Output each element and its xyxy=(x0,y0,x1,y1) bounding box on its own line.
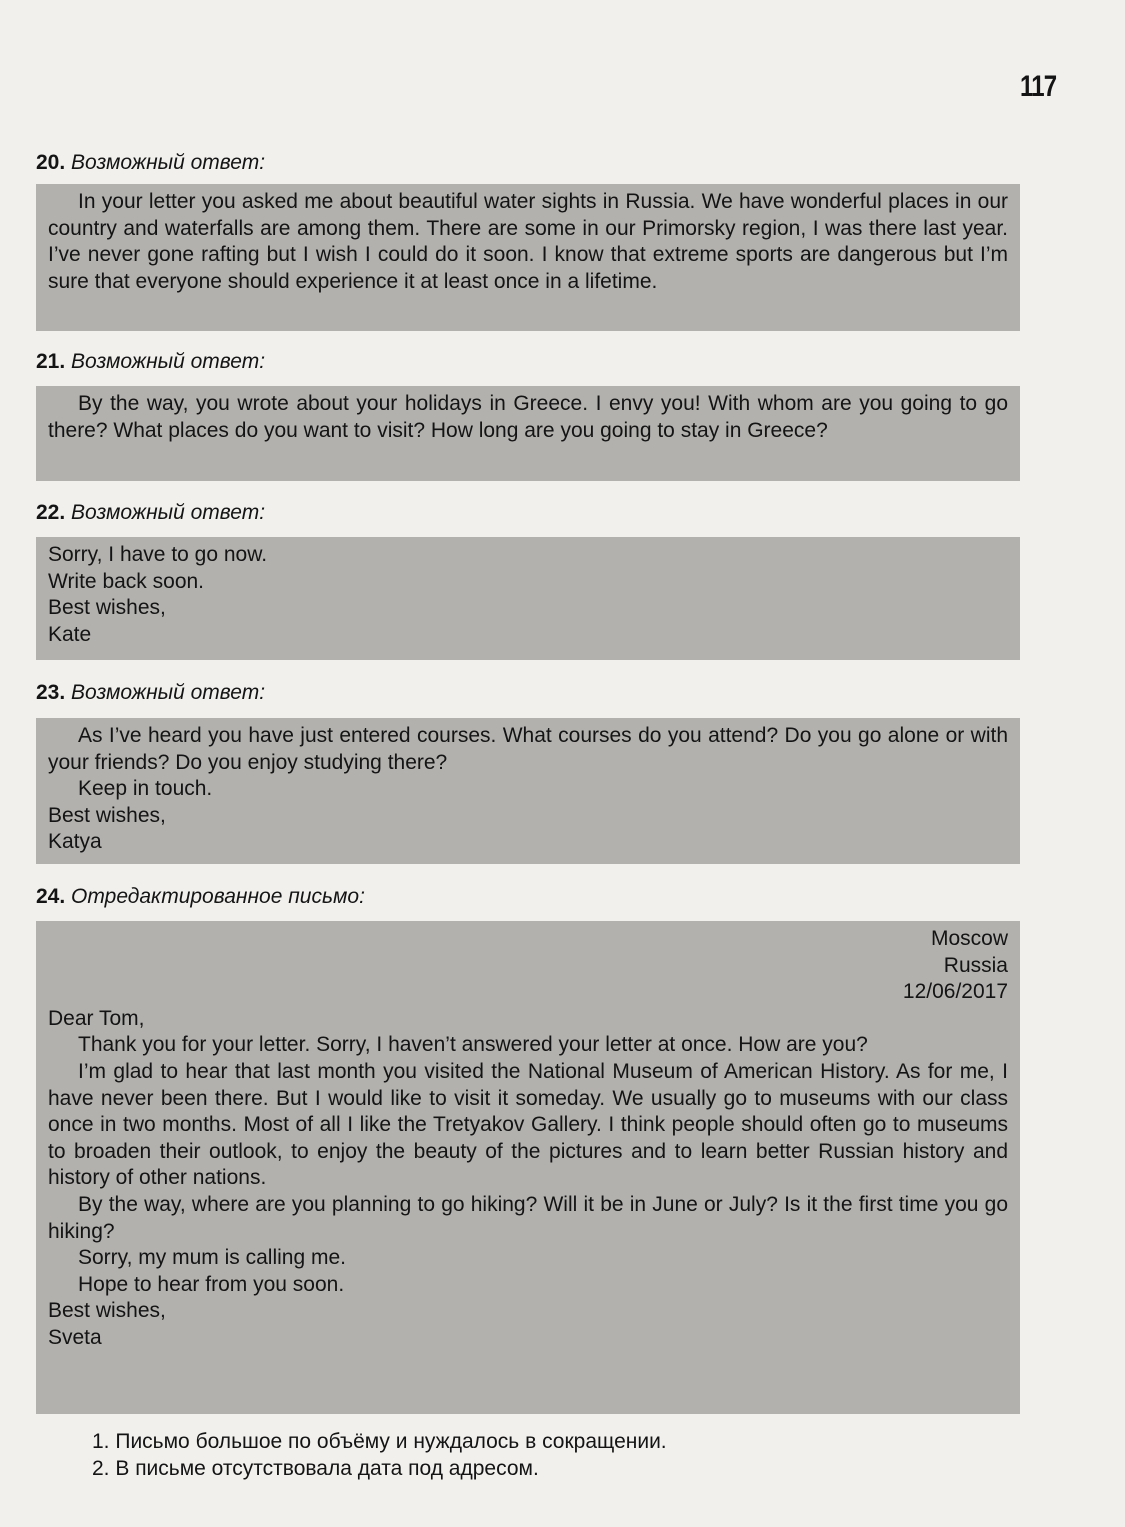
paragraph: I’m glad to hear that last month you visited the National Museum of American History. As for me, I have never been there. But I would like to visit it someday. We usually go to museums with our class once in two months. Most of all I like the Tretyakov Gallery. I think people should often go to museums to broaden their outlook, to enjoy the beauty of the pictures and to learn better Russian history and history of other nations. xyxy=(48,1059,1008,1190)
paragraph: Sorry, my mum is calling me. xyxy=(78,1246,346,1270)
answer-box-21 xyxy=(36,386,1020,481)
section-number: 23. xyxy=(36,681,66,704)
section-23-heading xyxy=(36,680,265,706)
section-number: 24. xyxy=(36,885,66,908)
paragraph: Hope to hear from you soon. xyxy=(78,1272,345,1296)
section-label: Возможный ответ: xyxy=(71,350,266,373)
signature: Katya xyxy=(48,830,102,854)
answer-box-20 xyxy=(36,184,1020,331)
section-label: Возможный ответ: xyxy=(71,501,266,524)
section-number: 22. xyxy=(36,501,66,524)
address-line: Moscow xyxy=(930,927,1008,950)
closing-line: Best wishes, xyxy=(48,1299,166,1323)
paragraph: By the way, you wrote about your holidays in Greece. I envy you! With whom are you going to go there? What places do you want to visit? How long are you going to stay in Greece? xyxy=(48,392,1008,442)
page-number: 117 xyxy=(1020,70,1057,103)
section-22-heading xyxy=(36,500,265,526)
letter-date: 12/06/2017 xyxy=(902,980,1008,1004)
paragraph: By the way, where are you planning to go hiking? Will it be in June or July? Is it the first time you go hiking? xyxy=(48,1192,1008,1243)
notes-list xyxy=(92,1428,667,1482)
paragraph: In your letter you asked me about beautiful water sights in Russia. We have wonderful places in our country and waterfalls are among them. There are some in our Primorsky region, I was there last year. I’ve never gone rafting but I wish I could do it soon. I know that extreme sports are dangerous but I’m sure that everyone should experience it at least once in a lifetime. xyxy=(48,190,1008,293)
greeting: Dear Tom, xyxy=(48,1006,145,1030)
signature: Sveta xyxy=(48,1325,102,1349)
text-line: Best wishes, xyxy=(48,596,166,620)
paragraph: As I’ve heard you have just entered courses. What courses do you attend? Do you go alone or with your friends? Do you enjoy studying there? xyxy=(48,724,1008,774)
section-label: Отредактированное письмо: xyxy=(71,885,365,908)
address-line: Russia xyxy=(943,953,1008,977)
section-label: Возможный ответ: xyxy=(71,151,266,174)
paragraph: Thank you for your letter. Sorry, I haven’t answered your letter at once. How are you? xyxy=(78,1033,868,1057)
section-number: 21. xyxy=(36,350,66,373)
section-21-heading xyxy=(36,349,265,375)
note-item: 1. Письмо большое по объёму и нуждалось в сокращении. xyxy=(92,1430,667,1453)
paragraph: Keep in touch. xyxy=(78,777,213,801)
answer-box-24 xyxy=(36,921,1020,1414)
text-line: Sorry, I have to go now. xyxy=(48,543,268,566)
closing-line: Best wishes, xyxy=(48,803,166,827)
section-20-heading xyxy=(36,150,265,176)
section-label: Возможный ответ: xyxy=(71,681,266,704)
note-item: 2. В письме отсутствовала дата под адресом. xyxy=(92,1457,539,1480)
section-24-heading xyxy=(36,884,365,910)
answer-box-23 xyxy=(36,718,1020,864)
section-number: 20. xyxy=(36,151,66,174)
answer-box-22 xyxy=(36,537,1020,660)
text-line: Kate xyxy=(48,622,92,646)
text-line: Write back soon. xyxy=(48,569,205,593)
